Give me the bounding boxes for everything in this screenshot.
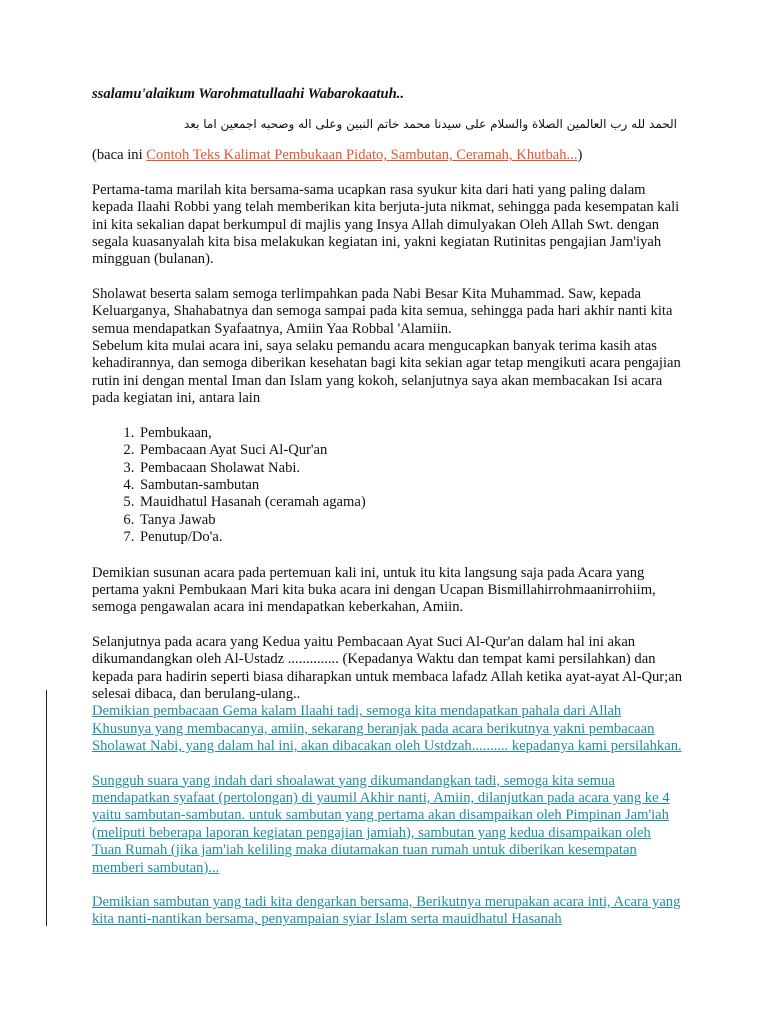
paragraph-opening-thanks: Sebelum kita mulai acara ini, saya selaku pemandu acara mengucapkan banyak terima kasih atas kehadirannya, dan semoga diberikan kesehatan bagi kita sekian agar tetap mengikuti acara pengajian rutin ini dengan mental Iman dan Islam yang kokoh, selanjutnya saya akan membacakan Isi acara pada kegiatan ini, antara lain xyxy=(92,338,681,407)
linked-paragraph-mauidhoh[interactable]: Demikian sambutan yang tadi kita dengarkan bersama, Berikutnya merupakan acara inti, Acara yang kita nanti-nantikan bersama, penyampaian syiar Islam serta mauidhatul Hasanah xyxy=(92,894,681,928)
revision-bar xyxy=(46,690,47,926)
paragraph-gratitude: Pertama-tama marilah kita bersama-sama ucapkan rasa syukur kita dari hati yang paling dalam kepada Ilaahi Robbi yang telah memberikan kita berjuta-juta nikmat, sehingga pada kesempatan kali ini kita sekalian dapat berkumpul di majlis yang Insya Allah dimulyakan Oleh Allah Swt. dengan segala kuasanyalah kita bisa melakukan kegiatan ini, yakni kegiatan Rutinitas pengajian Jam'iyah mingguan (bulanan). xyxy=(92,181,680,268)
agenda-item: 7. Penutup/Do'a. xyxy=(138,529,682,546)
agenda-item: 3. Pembacaan Sholawat Nabi. xyxy=(138,460,682,477)
arabic-opening: الحمد لله رب العالمين الصلاة والسلام على سيدنا محمد خاتم النبين وعلى اله وصحبه اجمعين اما بعد xyxy=(184,117,677,132)
agenda-list xyxy=(92,425,682,547)
greeting-heading: ssalamu'alaikum Warohmatullaahi Wabarokaatuh.. xyxy=(92,86,404,102)
agenda-item: 4. Sambutan-sambutan xyxy=(138,477,682,494)
paragraph-sholawat: Sholawat beserta salam semoga terlimpahkan pada Nabi Besar Kita Muhammad. Saw, kepada Keluarganya, Shahabatnya dan semoga sampai pada kita semua, sehingga pada hari akhir nanti kita semua mendapatkan Syafaatnya, Amiin Yaa Robbal 'Alamiin. xyxy=(92,285,673,337)
reference-suffix: ) xyxy=(577,147,583,164)
paragraph-quran-reading: Selanjutnya pada acara yang Kedua yaitu Pembacaan Ayat Suci Al-Qur'an dalam hal ini akan dikumandangkan oleh Al-Ustadz .............. (Kepadanya Waktu dan tempat kami persilahkan) dan kepada para hadirin seperti biasa diharapkan untuk membaca lafadz Allah ketika ayat-ayat Al-Qur;an selesai dibaca, dan berulang-ulang.. xyxy=(92,633,682,702)
agenda-item: 2. Pembacaan Ayat Suci Al-Qur'an xyxy=(138,442,682,459)
agenda-item: 6. Tanya Jawab xyxy=(138,512,682,529)
reference-link[interactable]: Contoh Teks Kalimat Pembukaan Pidato, Sambutan, Ceramah, Khutbah... xyxy=(146,147,578,164)
linked-paragraph-sambutan[interactable]: Sungguh suara yang indah dari shoalawat yang dikumandangkan tadi, semoga kita semua mendapatkan syafaat (pertolongan) di yaumil Akhir nanti, Amiin, dilanjutkan pada acara yang ke 4 yaitu sambutan-sambutan. untuk sambutan yang pertama akan disampaikan oleh Pimpinan Jam'iah (meliputi beberapa laporan kegiatan pengajian jamiah), sambutan yang kedua disampaikan oleh Tuan Rumah (jika jam'iah keliling maka diutamakan tuan rumah untuk diberikan kesempatan memberi sambutan)... xyxy=(92,772,670,876)
reference-paragraph xyxy=(92,147,682,164)
agenda-item: 5. Mauidhatul Hasanah (ceramah agama) xyxy=(138,494,682,511)
reference-prefix: (baca ini xyxy=(92,147,147,164)
paragraph-opening-agenda: Demikian susunan acara pada pertemuan kali ini, untuk itu kita langsung saja pada Acara yang pertama yakni Pembukaan Mari kita buka acara ini dengan Ucapan Bismillahirrohmaanirrohiim, semoga pengawalan acara ini mendapatkan keberkahan, Amiin. xyxy=(92,564,656,616)
linked-paragraph-sholawat[interactable]: Demikian pembacaan Gema kalam Ilaahi tadi, semoga kita mendapatkan pahala dari Allah Khusunya yang membacanya, amiin, sekarang beranjak pada acara berikutnya yakni pembacaan Sholawat Nabi, yang dalam hal ini, akan dibacakan oleh Ustdzah.......... kepadanya kami persilahkan. xyxy=(92,703,682,755)
agenda-item: 1. Pembukaan, xyxy=(138,425,682,442)
document-page xyxy=(92,86,682,946)
